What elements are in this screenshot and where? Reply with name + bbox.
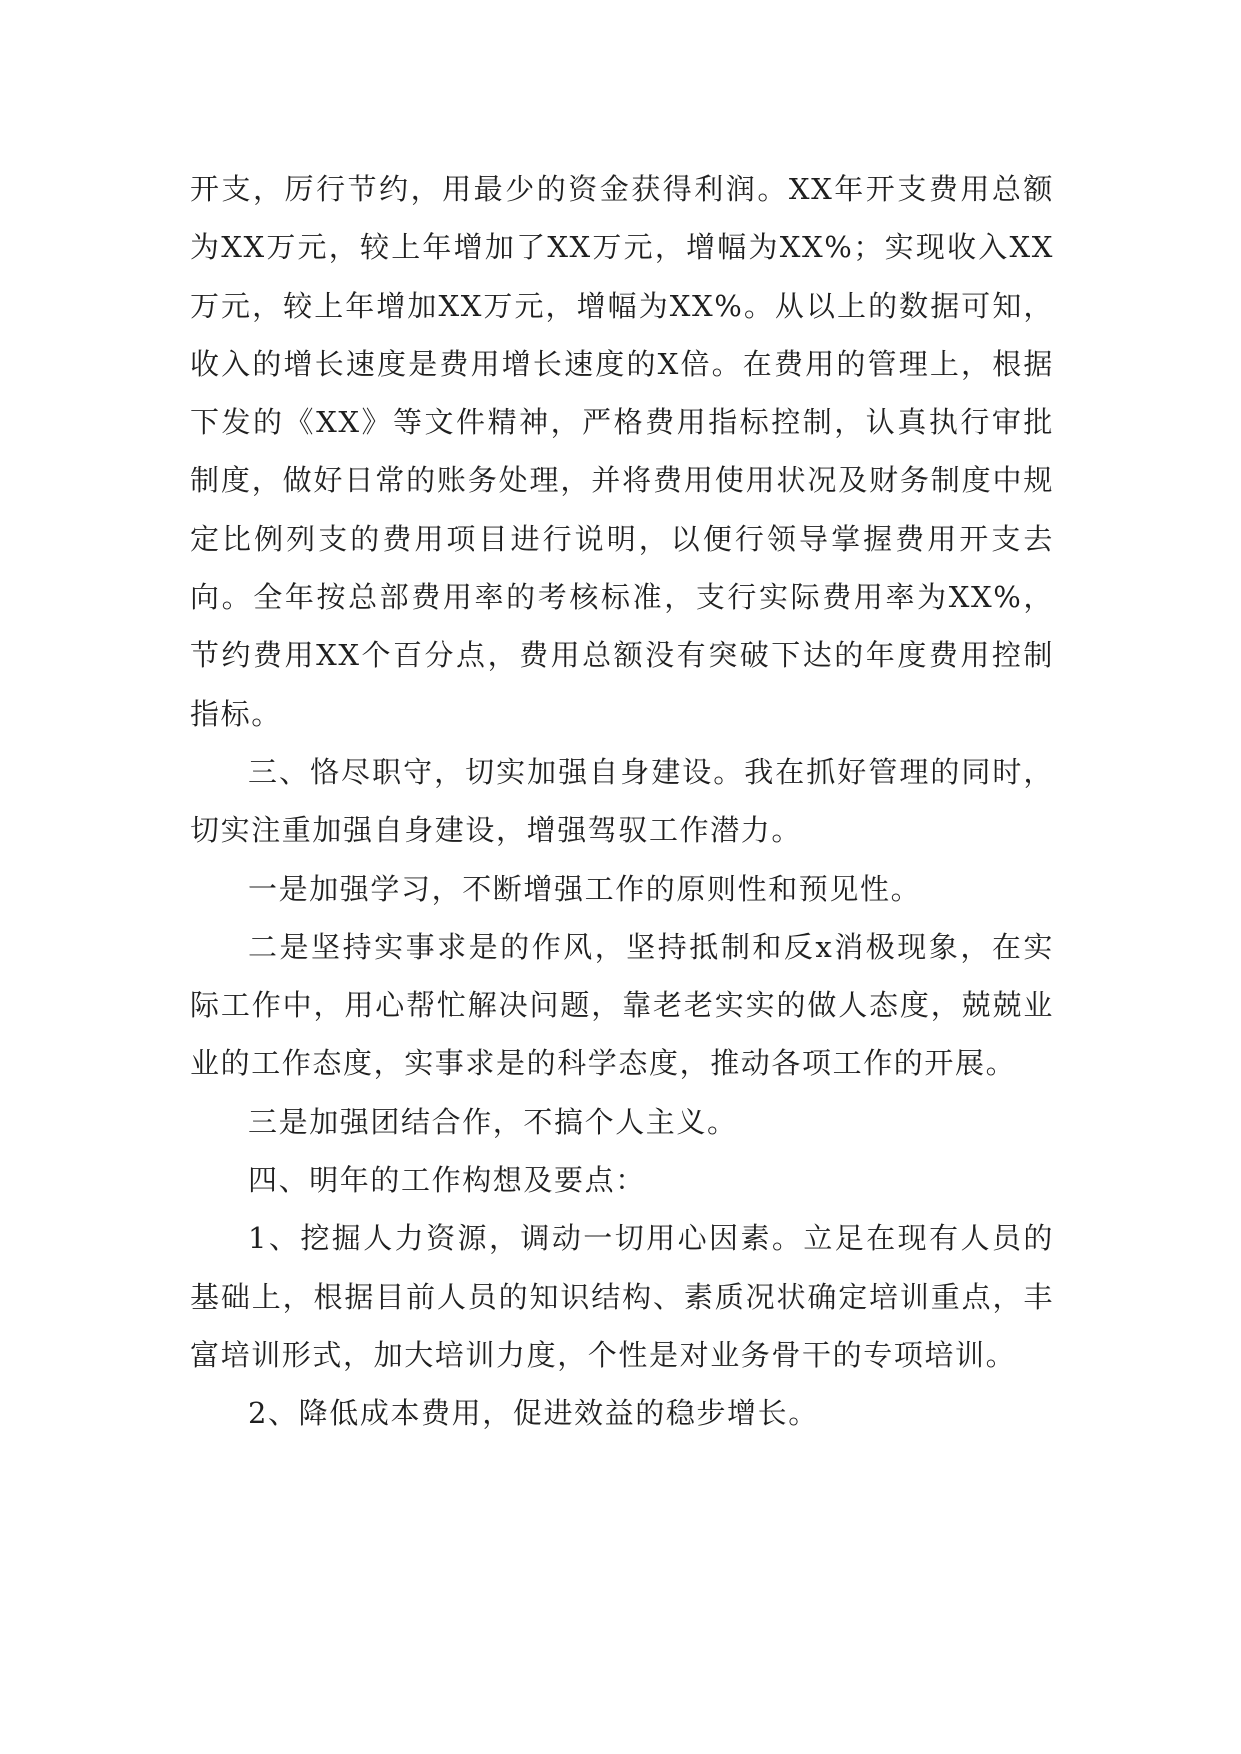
paragraph-point-three: 三是加强团结合作，不搞个人主义。 [248,1104,738,1139]
paragraph-section-four: 四、明年的工作构想及要点： [248,1163,646,1198]
paragraph-point-one: 一是加强学习，不断增强工作的原则性和预见性。 [248,871,922,906]
paragraph-item-one: 1、挖掘人力资源，调动一切用心因素。立足在现有人员的基础上，根据目前人员的知识结构、素质况状确定培训重点，丰富培训形式，加大培训力度，个性是对业务骨干的专项培训。 [190,1221,1054,1372]
paragraph-section-three: 三、恪尽职守，切实加强自身建设。我在抓好管理的同时，切实注重加强自身建设，增强驾驭工作潜力。 [190,754,1054,848]
document-body [190,160,1054,1443]
paragraph-expense-summary: 开支，厉行节约，用最少的资金获得利润。XX年开支费用总额为XX万元，较上年增加了XX万元，增幅为XX%；实现收入XX万元，较上年增加XX万元，增幅为XX%。从以上的数据可知，收入的增长速度是费用增长速度的X倍。在费用的管理上，根据下发的《XX》等文件精神，严格费用指标控制，认真执行审批制度，做好日常的账务处理，并将费用使用状况及财务制度中规定比例列支的费用项目进行说明，以便行领导掌握费用开支去向。全年按总部费用率的考核标准，支行实际费用率为XX%，节约费用XX个百分点，费用总额没有突破下达的年度费用控制指标。 [190,172,1054,731]
paragraph-point-two: 二是坚持实事求是的作风，坚持抵制和反x消极现象，在实际工作中，用心帮忙解决问题，靠老老实实的做人态度，兢兢业业的工作态度，实事求是的科学态度，推动各项工作的开展。 [190,929,1054,1081]
paragraph-item-two: 2、降低成本费用，促进效益的稳步增长。 [248,1396,819,1431]
